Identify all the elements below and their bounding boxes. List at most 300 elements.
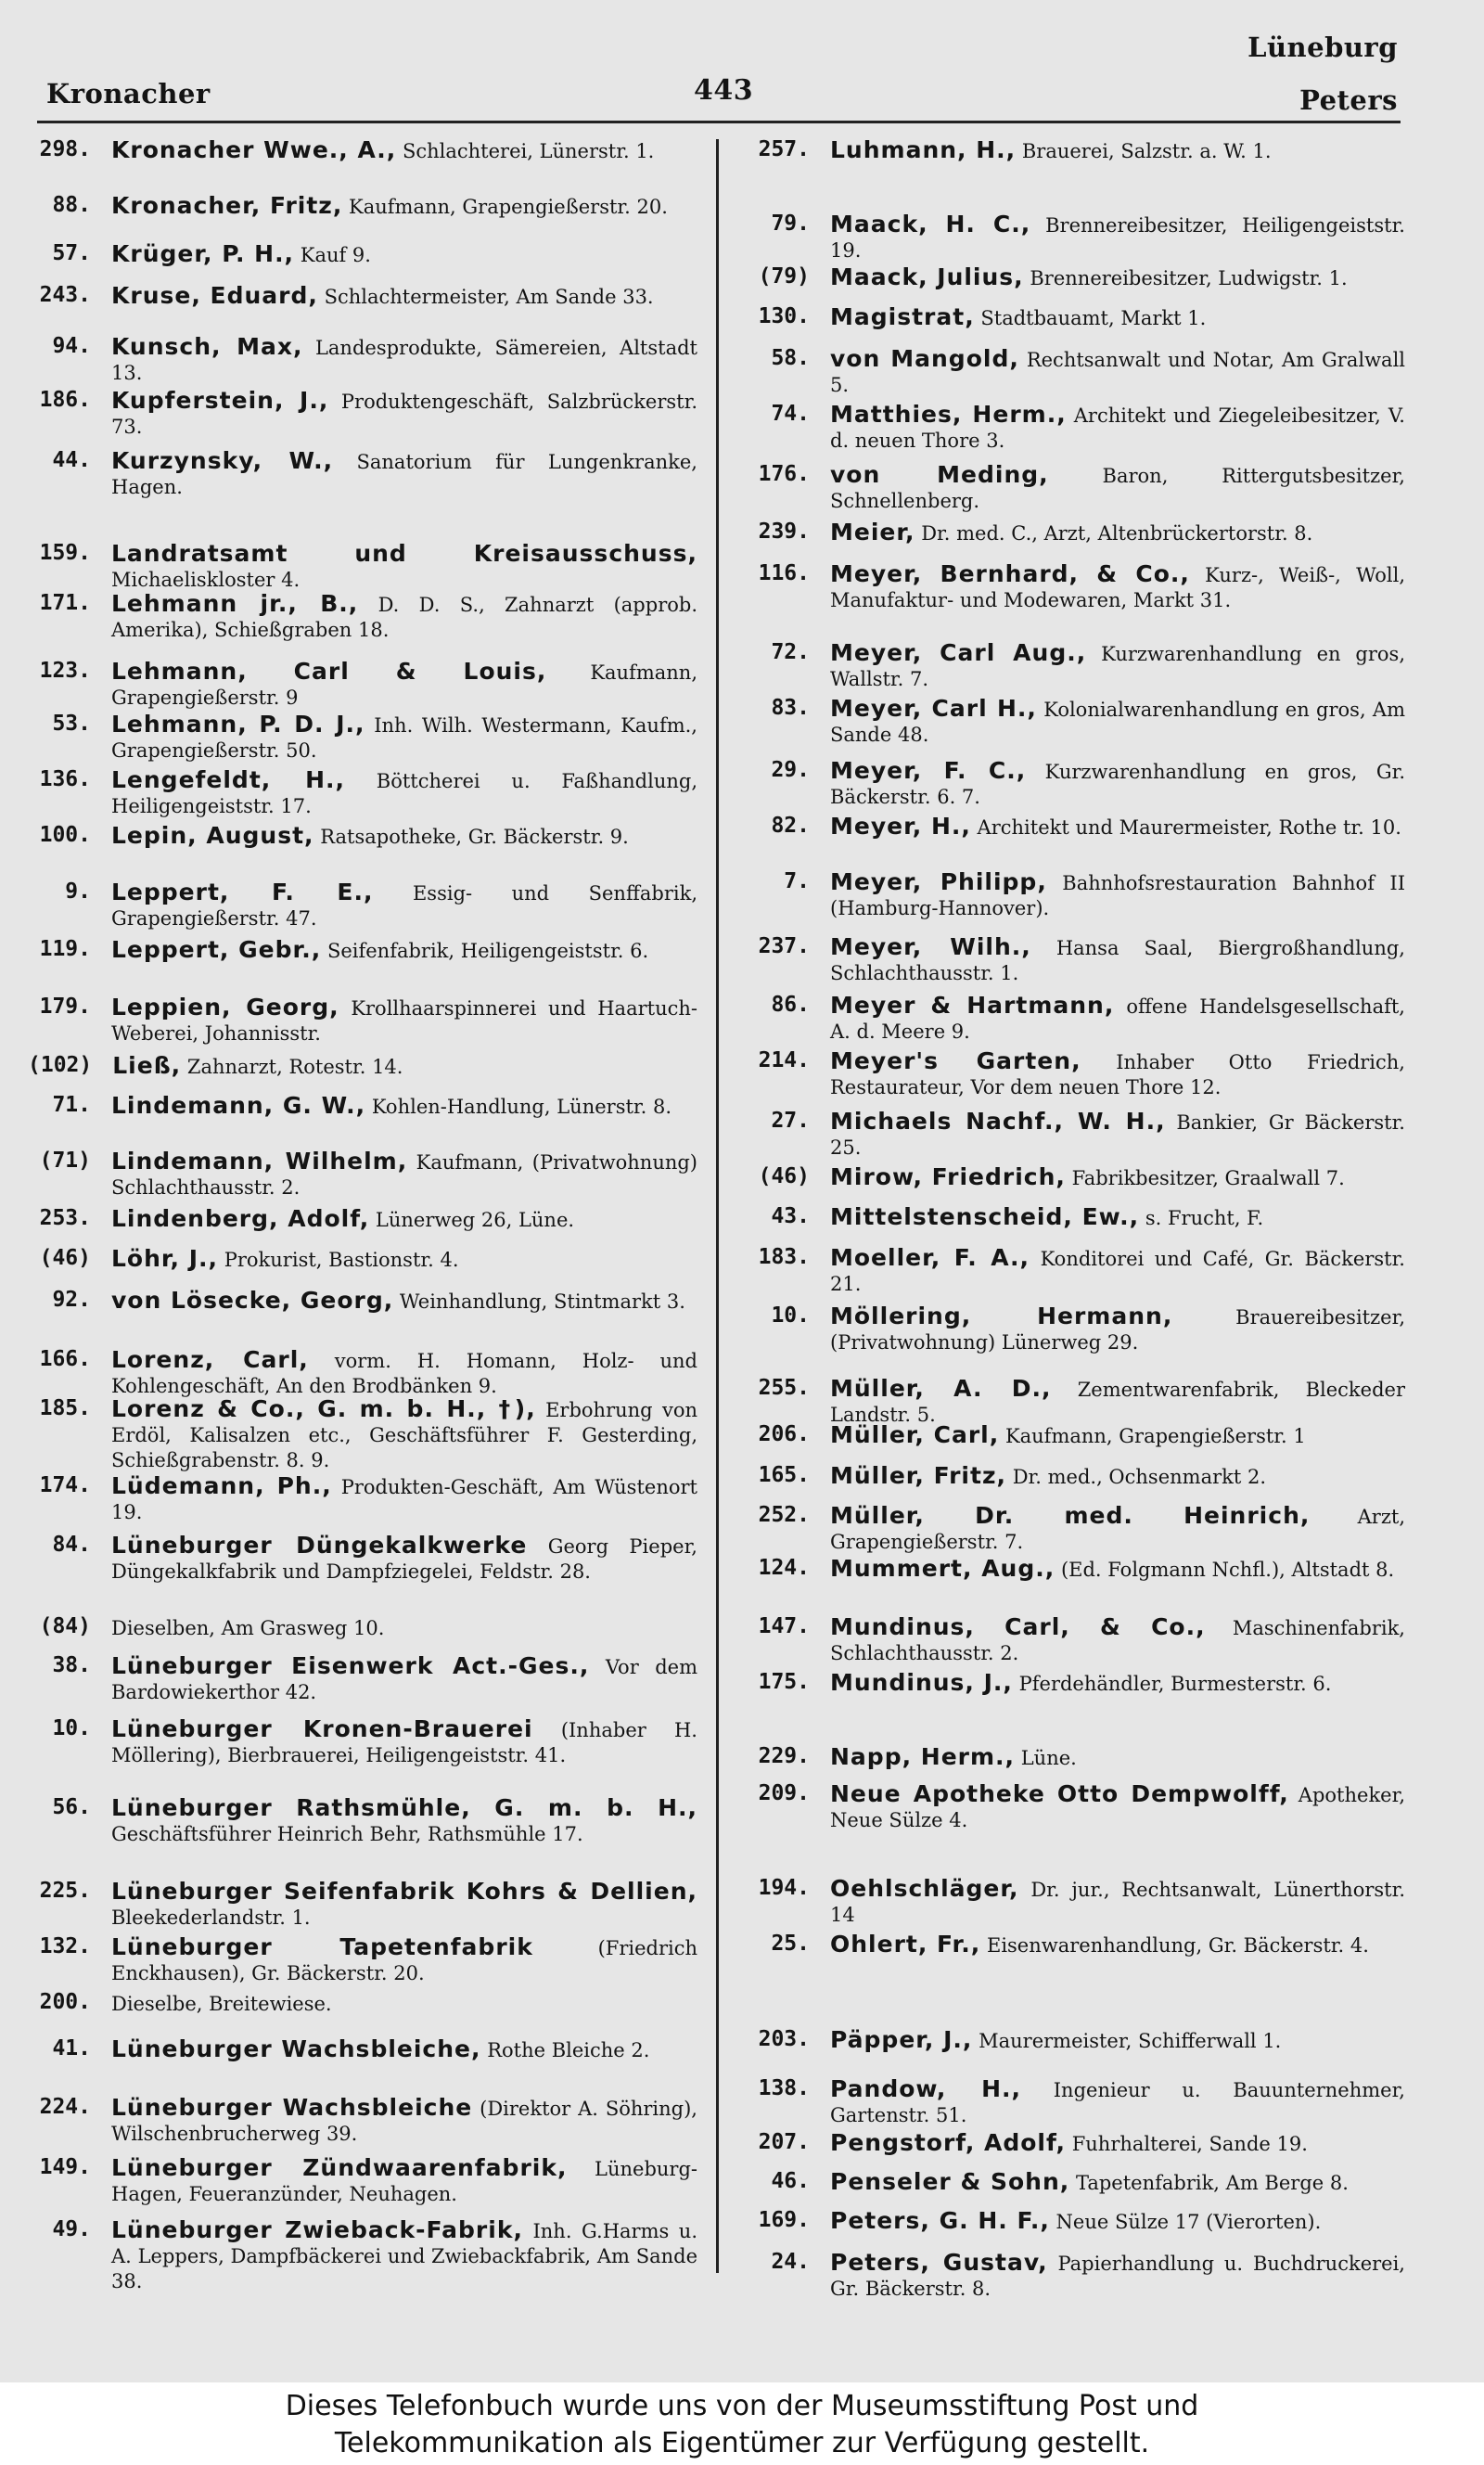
entry-text [111,2036,697,2063]
subscriber-details: Essig- und Senffabrik, Grapengießerstr. 47. [111,882,697,930]
entry-text [111,2095,697,2147]
phone-number: 203. [758,2027,810,2051]
subscriber-details: Bleekederlandstr. 1. [111,1907,311,1929]
subscriber-details: Hansa Saal, Biergroßhandlung, Schlachthausstr. 1. [830,937,1405,984]
phone-number: 209. [758,1781,810,1805]
subscriber-details: Schlachtermeister, Am Sande 33. [324,286,654,308]
entry-text [830,462,1405,514]
subscriber-name: Lüneburger Rathsmühle, G. m. b. H., [111,1794,697,1821]
directory-entry [28,1879,697,1931]
footer-line-1: Dieses Telefonbuch wurde uns von der Museumsstiftung Post und [285,2390,1199,2422]
phone-number: 132. [39,1934,91,1958]
phone-number: 186. [39,388,91,412]
entry-text [111,1934,697,1986]
directory-entry [28,241,697,268]
entry-text [111,879,697,931]
subscriber-name: Mundinus, Carl, & Co., [830,1613,1206,1640]
running-head-left: Kronacher [46,78,211,109]
page-number: 443 [694,74,754,107]
subscriber-details: Schlachterei, Lünerstr. 1. [402,140,655,162]
directory-entry [28,767,697,819]
entry-text [111,1347,697,1399]
directory-entry [742,346,1405,398]
subscriber-details: Inh. G.Harms u. A. Leppers, Dampfbäckerei und Zwiebackfabrik, Am Sande 38. [111,2220,697,2292]
directory-entry [742,1422,1405,1449]
directory-entry [742,561,1405,613]
subscriber-details: Brennereibesitzer, Ludwigstr. 1. [1030,267,1348,289]
running-head-city: Lüneburg [1247,32,1398,63]
subscriber-name: Müller, Fritz, [830,1462,1007,1489]
subscriber-name: Löhr, J., [111,1245,219,1272]
phone-number: 88. [52,193,91,217]
subscriber-name: Meier, [830,519,915,546]
directory-entry [28,1053,697,1080]
phone-number: 200. [39,1990,91,2014]
subscriber-details: Maschinenfabrik, Schlachthausstr. 2. [830,1617,1405,1664]
directory-entry [28,1614,697,1641]
phone-number: 119. [39,937,91,961]
subscriber-name: Möllering, Hermann, [830,1303,1173,1329]
directory-entry [28,879,697,931]
phone-number: 116. [758,561,810,585]
subscriber-details: (Inhaber H. Möllering), Bierbrauerei, Heiligengeiststr. 41. [111,1719,697,1766]
phone-number: (102) [28,1053,93,1077]
subscriber-details: Erbohrung von Erdöl, Kalisalzen etc., Geschäftsführer F. Gesterding, Schießgrabenstr. 8. 9. [111,1399,697,1471]
directory-entry [742,640,1405,692]
entry-text [830,1932,1405,1958]
subscriber-name: Lengefeldt, H., [111,766,346,793]
phone-number: 83. [771,696,810,720]
directory-entry [28,2095,697,2147]
subscriber-details: Kaufmann, (Privatwohnung) Schlachthausstr. 2. [111,1151,698,1199]
phone-number: 207. [758,2130,810,2154]
directory-entry [742,1109,1405,1161]
phone-number: 253. [39,1206,91,1230]
phone-number: 71. [52,1093,91,1117]
directory-entry [742,1932,1405,1958]
entry-text [111,659,697,711]
subscriber-name: Päpper, J., [830,2026,973,2053]
footer-line-2: Telekommunikation als Eigentümer zur Verfügung gestellt. [334,2427,1150,2459]
subscriber-name: Mundinus, J., [830,1669,1013,1696]
subscriber-details: Kauf 9. [300,244,371,266]
subscriber-details: Weinhandlung, Stintmarkt 3. [399,1290,685,1313]
entry-text [830,1503,1405,1555]
subscriber-details: Rechtsanwalt und Notar, Am Gralwall 5. [830,349,1405,396]
directory-entry [742,1463,1405,1490]
phone-number: 74. [771,402,810,426]
entry-text [830,1109,1405,1161]
subscriber-details: s. Frucht, F. [1145,1207,1264,1229]
subscriber-name: Kruse, Eduard, [111,282,318,309]
phone-number: 243. [39,283,91,307]
entry-text [111,1246,697,1273]
entry-text [111,1990,697,2017]
entry-text [830,1048,1405,1100]
subscriber-name: Kronacher Wwe., A., [111,136,397,163]
entry-text [830,869,1405,921]
subscriber-details: Landesprodukte, Sämereien, Altstadt 13. [111,337,697,384]
subscriber-details: Vor dem Bardowiekerthor 42. [111,1656,697,1703]
directory-entry [28,448,697,500]
entry-text [830,1376,1405,1428]
subscriber-details: Tapetenfabrik, Am Berge 8. [1075,2172,1349,2194]
subscriber-name: Ließ, [112,1052,182,1079]
subscriber-details: Architekt und Maurermeister, Rothe tr. 10. [977,816,1401,839]
subscriber-name: Moeller, F. A., [830,1244,1030,1271]
phone-number: 124. [758,1556,810,1580]
subscriber-details: Michaeliskloster 4. [111,569,301,591]
subscriber-details: Zementwarenfabrik, Bleckeder Landstr. 5. [830,1379,1405,1426]
subscriber-details: Produktengeschäft, Salzbrückerstr. 73. [111,391,697,438]
footer-notice [0,2382,1484,2465]
subscriber-details: Rothe Bleiche 2. [487,2039,650,2061]
subscriber-name: Lüneburger Zwieback-Fabrik, [111,2216,523,2243]
subscriber-details: Kolonialwarenhandlung en gros, Am Sande 48. [830,699,1405,746]
entry-text [111,1473,697,1525]
entry-text [830,1463,1405,1490]
phone-number: 72. [771,640,810,664]
directory-entry [28,2155,697,2207]
subscriber-name: Lindemann, G. W., [111,1092,366,1119]
directory-entry [28,1396,697,1473]
phone-number: 183. [758,1245,810,1269]
entry-text [830,934,1405,986]
phone-number: 10. [52,1716,91,1740]
subscriber-details: vorm. H. Homann, Holz- und Kohlengeschäft, An den Brodbänken 9. [111,1350,698,1397]
subscriber-details: Böttcherei u. Faßhandlung, Heiligengeiststr. 17. [111,770,697,817]
directory-entry [742,1744,1405,1771]
subscriber-details: (Friedrich Enckhausen), Gr. Bäckerstr. 20. [111,1937,697,1984]
subscriber-name: Lüdemann, Ph., [111,1472,332,1499]
phone-number: 229. [758,1744,810,1768]
entry-text [111,823,697,850]
directory-entry [742,1164,1405,1191]
subscriber-name: Lüneburger Wachsbleiche [111,2094,473,2121]
subscriber-details: Seifenfabrik, Heiligengeiststr. 6. [326,940,649,962]
subscriber-name: Luhmann, H., [830,136,1017,163]
running-head-right: Peters [1299,84,1398,116]
directory-entry [742,304,1405,331]
entry-text [830,2250,1405,2302]
directory-entry [28,541,697,593]
entry-text [830,1164,1405,1191]
subscriber-details: Papierhandlung u. Buchdruckerei, Gr. Bäckerstr. 8. [830,2253,1405,2300]
directory-entry [742,137,1405,164]
subscriber-name: Kurzynsky, W., [111,447,334,474]
header-rule [37,121,1401,123]
directory-entry [28,334,697,386]
subscriber-details: Kurzwarenhandlung en gros, Gr. Bäckerstr. 6. 7. [830,761,1405,808]
phone-number: 46. [771,2169,810,2193]
phone-number: (71) [39,1149,91,1173]
directory-entry [742,1556,1405,1583]
subscriber-details: Kohlen-Handlung, Lünerstr. 8. [371,1096,672,1118]
entry-text [111,334,697,386]
phone-number: 225. [39,1879,91,1903]
directory-entry [742,2076,1405,2128]
directory-entry [742,402,1405,454]
directory-entry [28,937,697,964]
subscriber-name: Kunsch, Max, [111,333,303,360]
subscriber-name: Kupferstein, J., [111,387,329,414]
phone-number: 44. [52,448,91,472]
subscriber-details: Brauerei, Salzstr. a. W. 1. [1021,140,1272,162]
directory-entry [742,934,1405,986]
subscriber-details: Ingenieur u. Bauunternehmer, Gartenstr. 51. [830,2079,1405,2126]
entry-text [830,1245,1405,1297]
directory-entry [28,1093,697,1120]
directory-entry [28,1246,697,1273]
directory-entry [28,2036,697,2063]
subscriber-details: Sanatorium für Lungenkranke, Hagen. [111,451,697,498]
entry-text [111,712,697,764]
subscriber-name: Ohlert, Fr., [830,1931,981,1958]
directory-entry [742,1876,1405,1928]
subscriber-name: Maack, Julius, [830,263,1024,290]
directory-entry [742,2130,1405,2157]
entry-text [111,1653,697,1705]
directory-entry [28,591,697,643]
subscriber-details: (Direktor A. Söhring), Wilschenbrucherweg 39. [111,2098,697,2145]
subscriber-details: Kurzwarenhandlung en gros, Wallstr. 7. [830,643,1405,690]
directory-entry [28,1533,697,1585]
phone-number: 159. [39,541,91,565]
entry-text [830,520,1405,546]
subscriber-details: Apotheker, Neue Sülze 4. [830,1784,1405,1831]
subscriber-name: Lüneburger Zündwaarenfabrik, [111,2154,568,2181]
entry-text [830,1204,1405,1231]
subscriber-details: Architekt und Ziegeleibesitzer, V. d. neuen Thore 3. [830,404,1405,452]
phone-number: 79. [771,212,810,236]
directory-entry [28,1795,697,1847]
subscriber-name: Lehmann, Carl & Louis, [111,658,547,685]
directory-entry [28,388,697,440]
subscriber-name: Lehmann, P. D. J., [111,711,365,738]
subscriber-details: Produkten-Geschäft, Am Wüstenort 19. [111,1476,697,1523]
subscriber-name: Lehmann jr., B., [111,590,359,617]
entry-text [830,758,1405,810]
entry-text [111,193,697,220]
phone-number: 82. [771,814,810,838]
phone-number: 38. [52,1653,91,1677]
subscriber-name: Landratsamt und Kreisausschuss, [111,540,697,567]
entry-text [830,212,1405,263]
entry-text [830,1422,1405,1449]
subscriber-name: Maack, H. C., [830,211,1031,238]
directory-entry [742,869,1405,921]
directory-entry [742,1670,1405,1697]
subscriber-name: Meyer, H., [830,813,971,840]
subscriber-name: Magistrat, [830,303,975,330]
subscriber-details: Brennereibesitzer, Heiligengeiststr. 19. [830,214,1405,262]
phone-number: 10. [771,1303,810,1328]
subscriber-name: Lüneburger Seifenfabrik Kohrs & Dellien, [111,1878,697,1905]
subscriber-name: Neue Apotheke Otto Dempwolff, [830,1780,1289,1807]
subscriber-name: Müller, A. D., [830,1375,1052,1402]
subscriber-name: Leppert, Gebr., [111,936,322,963]
phone-number: 25. [771,1932,810,1956]
subscriber-name: Lüneburger Tapetenfabrik [111,1933,533,1960]
subscriber-name: Meyer, Wilh., [830,933,1031,960]
entry-text [830,640,1405,692]
entry-text [111,1288,697,1315]
subscriber-details: Inhaber Otto Friedrich, Restaurateur, Vor dem neuen Thore 12. [830,1051,1405,1098]
directory-entry [742,462,1405,514]
directory-entry [742,814,1405,841]
subscriber-details: Dieselben, Am Grasweg 10. [111,1617,385,1639]
subscriber-name: von Mangold, [830,345,1019,372]
phone-number: 7. [784,869,810,893]
subscriber-name: Lüneburger Wachsbleiche, [111,2035,481,2062]
subscriber-details: Dr. med. C., Arzt, Altenbrückertorstr. 8. [921,522,1313,545]
entry-text [830,346,1405,398]
entry-text [111,448,697,500]
entry-text [830,561,1405,613]
subscriber-name: Mirow, Friedrich, [830,1163,1066,1190]
subscriber-name: Kronacher, Fritz, [111,192,343,219]
subscriber-details: Maurermeister, Schifferwall 1. [979,2030,1282,2052]
entry-text [830,137,1405,164]
entry-text [830,1670,1405,1697]
subscriber-details: D. D. S., Zahnarzt (approb. Amerika), Schießgraben 18. [111,594,697,641]
subscriber-name: Lorenz & Co., G. m. b. H., †), [111,1395,536,1422]
directory-entry [28,1347,697,1399]
phone-number: 252. [758,1503,810,1527]
phone-number: 175. [758,1670,810,1694]
phone-number: (46) [758,1164,810,1188]
phone-number: (79) [758,264,810,289]
subscriber-details: Dieselbe, Breitewiese. [111,1993,332,2015]
entry-text [830,2076,1405,2128]
directory-entry [742,696,1405,748]
phone-number: 29. [771,758,810,782]
phone-number: 43. [771,1204,810,1228]
subscriber-details: (Ed. Folgmann Nchfl.), Altstadt 8. [1060,1559,1395,1581]
subscriber-name: Michaels Nachf., W. H., [830,1108,1166,1135]
phone-number: 237. [758,934,810,958]
directory-entry [742,1781,1405,1833]
subscriber-name: Meyer, Carl Aug., [830,639,1087,666]
subscriber-details: Prokurist, Bastionstr. 4. [224,1249,459,1271]
subscriber-name: Meyer, F. C., [830,757,1027,784]
directory-entry [742,1303,1405,1355]
entry-text [111,1396,697,1473]
subscriber-name: Peters, Gustav, [830,2249,1048,2276]
directory-entry [28,1473,697,1525]
entry-text [111,1533,697,1585]
directory-entry [742,1503,1405,1555]
entry-text [111,1149,697,1200]
directory-entry [742,2208,1405,2235]
subscriber-details: Bankier, Gr Bäckerstr. 25. [830,1111,1405,1159]
entry-text [830,1744,1405,1771]
phone-number: 56. [52,1795,91,1819]
phone-number: 58. [771,346,810,370]
directory-entry [28,283,697,310]
entry-text [111,2217,697,2294]
directory-entry [742,264,1405,291]
subscriber-name: Napp, Herm., [830,1743,1016,1770]
phone-number: 149. [39,2155,91,2179]
subscriber-name: Penseler & Sohn, [830,2168,1070,2195]
entry-text [830,304,1405,331]
directory-entry [742,1204,1405,1231]
entry-text [111,1614,697,1641]
entry-text [830,1614,1405,1666]
directory-entry [742,758,1405,810]
subscriber-name: Mummert, Aug., [830,1555,1055,1582]
entry-text [830,1876,1405,1928]
entry-text [830,993,1405,1045]
directory-entry [28,193,697,220]
directory-entry [28,1288,697,1315]
directory-entry [742,1048,1405,1100]
phone-number: 41. [52,2036,91,2061]
entry-text [830,1556,1405,1583]
entry-text [111,1206,697,1233]
subscriber-name: Mittelstenscheid, Ew., [830,1203,1140,1230]
subscriber-name: Müller, Carl, [830,1421,1000,1448]
directory-entry [742,520,1405,546]
directory-entry [742,1245,1405,1297]
entry-text [830,814,1405,841]
phone-number: 239. [758,520,810,544]
subscriber-name: Lüneburger Eisenwerk Act.-Ges., [111,1652,590,1679]
subscriber-details: Eisenwarenhandlung, Gr. Bäckerstr. 4. [986,1934,1369,1957]
subscriber-details: Geschäftsführer Heinrich Behr, Rathsmühle 17. [111,1823,583,1845]
entry-text [111,388,697,440]
entry-text [111,767,697,819]
subscriber-name: Lindenberg, Adolf, [111,1205,370,1232]
directory-entry [742,993,1405,1045]
phone-number: 169. [758,2208,810,2232]
entry-text [830,2027,1405,2054]
phone-number: 57. [52,241,91,265]
phone-number: 174. [39,1473,91,1497]
subscriber-name: Lüneburger Düngekalkwerke [111,1532,528,1559]
phone-number: (46) [39,1246,91,1270]
phone-number: 86. [771,993,810,1017]
entry-text [111,1795,697,1847]
phone-number: 224. [39,2095,91,2119]
subscriber-name: Meyer, Carl H., [830,695,1037,722]
entry-text [830,2208,1405,2235]
subscriber-details: Kaufmann, Grapengießerstr. 20. [349,196,668,218]
subscriber-name: Meyer & Hartmann, [830,992,1115,1019]
entry-text [111,937,697,964]
directory-entry [28,659,697,711]
phone-number: 9. [65,879,91,904]
directory-entry [742,2027,1405,2054]
subscriber-name: Krüger, P. H., [111,240,295,267]
subscriber-details: Kaufmann, Grapengießerstr. 9 [111,661,697,709]
entry-text [830,2130,1405,2157]
entry-text [111,1879,697,1931]
entry-text [830,264,1405,291]
subscriber-details: Brauereibesitzer, (Privatwohnung) Lünerweg 29. [830,1306,1405,1354]
phone-number: 27. [771,1109,810,1133]
phone-number: (84) [39,1614,91,1638]
phone-number: 298. [39,137,91,161]
phone-number: 138. [758,2076,810,2100]
subscriber-details: Pferdehändler, Burmesterstr. 6. [1018,1673,1332,1695]
phone-number: 214. [758,1048,810,1072]
directory-entry [28,137,697,164]
entry-text [111,241,697,268]
subscriber-details: Konditorei und Café, Gr. Bäckerstr. 21. [830,1248,1405,1295]
phone-number: 53. [52,712,91,736]
